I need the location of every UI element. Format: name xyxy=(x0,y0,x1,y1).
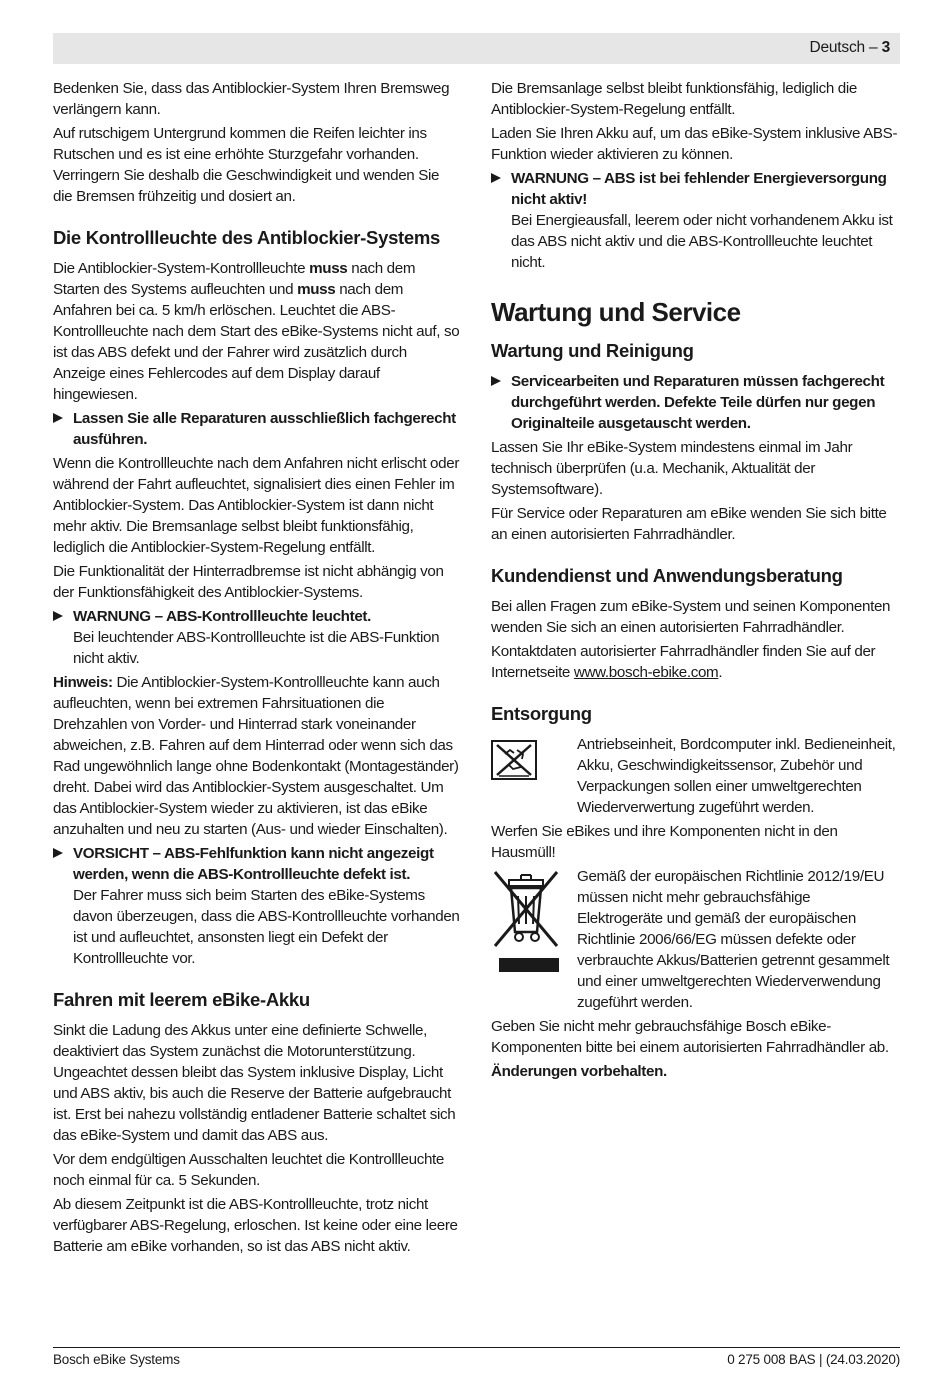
caution-note xyxy=(53,843,461,969)
warning-body: Der Fahrer muss sich beim Starten des eBike-Systems davon überzeugen, dass die ABS-Kontrollleuchte vorhanden ist und aufleuchtet, ansonsten liegt ein Defekt der Kontrollleuchte vor. xyxy=(73,887,460,967)
closing-note xyxy=(491,1061,899,1082)
paragraph: Werfen Sie eBikes und ihre Komponenten nicht in den Hausmüll! xyxy=(491,823,838,861)
left-column xyxy=(53,78,461,1260)
header-page-label xyxy=(809,39,890,57)
paragraph: Für Service oder Reparaturen am eBike wenden Sie sich bitte an einen autorisierten Fahrradhändler. xyxy=(491,505,887,543)
hinweis-paragraph xyxy=(53,672,461,840)
paragraph: Wenn die Kontrollleuchte nach dem Anfahren nicht erlischt oder während der Fahrt aufleuchtet, signalisiert dies einen Fehler im Antiblockier-System. Das Antiblockier-System ist dann nicht mehr aktiv. Die Bremsanlage selbst bleibt funktionsfähig, lediglich die Antiblockier-System-Regelung entfällt. xyxy=(53,455,460,556)
warning-triangle-icon xyxy=(491,376,501,386)
paragraph: Vor dem endgültigen Ausschalten leuchtet die Kontrollleuchte noch einmal für ca. 5 Sekunden. xyxy=(53,1151,445,1189)
header-separator: – xyxy=(864,39,882,56)
section-heading-kundendienst: Kundendienst und Anwendungsberatung xyxy=(491,565,843,586)
header-language: Deutsch xyxy=(809,39,865,56)
warning-triangle-icon xyxy=(53,611,63,621)
paragraph xyxy=(53,258,461,405)
recycling-note xyxy=(491,734,899,818)
paragraph: Bedenken Sie, dass das Antiblockier-System Ihren Bremsweg verlängern kann. xyxy=(53,80,450,118)
paragraph xyxy=(491,641,899,683)
paragraph: Bei allen Fragen zum eBike-System und seinen Komponenten wenden Sie sich an einen autorisierten Fahrradhändler. xyxy=(491,598,891,636)
page-header xyxy=(53,33,900,64)
no-household-waste-symbol-icon xyxy=(491,740,537,786)
warning-title: WARNUNG – ABS-Kontrollleuchte leuchtet. xyxy=(73,608,371,625)
paragraph: Lassen Sie Ihr eBike-System mindestens einmal im Jahr technisch überprüfen (u.a. Mechanik, Aktualität der Systemsoftware). xyxy=(491,439,853,498)
section-heading-wartung-reinigung: Wartung und Reinigung xyxy=(491,340,694,361)
text-span: Die Antiblockier-System-Kontrollleuchte xyxy=(53,260,310,277)
section-heading-leerer-akku: Fahren mit leerem eBike-Akku xyxy=(53,989,310,1010)
text-span: . xyxy=(718,664,723,681)
paragraph: Antriebseinheit, Bordcomputer inkl. Bedieneinheit, Akku, Geschwindigkeitssensor, Zubehör und Verpackungen sollen einer umweltgerechten Wiederverwertung zugeführt werden. xyxy=(577,736,896,816)
hinweis-label: Hinweis: xyxy=(53,674,113,691)
warning-title: WARNUNG – ABS ist bei fehlender Energieversorgung nicht aktiv! xyxy=(511,170,887,208)
text-span: Kontaktdaten autorisierter Fahrradhändler finden Sie auf der Internetseite xyxy=(491,643,876,681)
paragraph: Gemäß der europäischen Richtlinie 2012/19/EU müssen nicht mehr gebrauchsfähige Elektrogeräte und gemäß der europäischen Richtlinie 2006/66/EG müssen defekte oder verbrauchte Akkus/Batterien getrennt gesammelt und einer umweltgerechten Wiederverwendung zugeführt werden. xyxy=(577,868,890,1011)
right-column xyxy=(491,78,899,1085)
text-span: nach dem Anfahren bei ca. 5 km/h erlöschen. Leuchtet die ABS-Kontrollleuchte nach dem Start des eBike-Systems nicht auf, so ist das ABS defekt und der Fahrer wird zusätzlich durch Anzeige eines Fehlercodes auf dem Display darauf hingewiesen. xyxy=(53,281,460,403)
bold-text: Änderungen vorbehalten. xyxy=(491,1063,667,1080)
bold-text: muss xyxy=(309,260,348,277)
warning-title: Servicearbeiten und Reparaturen müssen fachgerecht durchgeführt werden. Defekte Teile dürfen nur gegen Originalteile ausgetauscht werden. xyxy=(511,373,885,432)
footer-document-id: 0 275 008 BAS | (24.03.2020) xyxy=(727,1352,900,1367)
bold-text: muss xyxy=(297,281,336,298)
warning-triangle-icon xyxy=(53,848,63,858)
text-span: Die Antiblockier-System-Kontrollleuchte kann auch aufleuchten, wenn bei extremen Fahrsituationen die Drehzahlen von Vorder- und Hinterrad stark voneinander abweichen, z.B. Fahren auf dem Hinterrad oder wenn sich das Rad ungewöhnlich lange ohne Bodenkontakt (Montageständer) dreht. Dabei wird das Antiblockier-System ausgeschaltet. Um das Antiblockier-System wieder zu aktivieren, ist das eBike anzuhalten und neu zu starten (Aus- und wieder Einschalten). xyxy=(53,674,459,838)
warning-note xyxy=(53,606,461,669)
paragraph: Die Bremsanlage selbst bleibt funktionsfähig, lediglich die Antiblockier-System-Regelung entfällt. xyxy=(491,80,858,118)
warning-note xyxy=(491,168,899,273)
warning-note xyxy=(53,408,461,450)
footer-divider xyxy=(53,1347,900,1348)
chapter-heading-wartung-service: Wartung und Service xyxy=(491,297,741,327)
warning-title: Lassen Sie alle Reparaturen ausschließlich fachgerecht ausführen. xyxy=(73,410,456,448)
section-heading-kontrollleuchte: Die Kontrollleuchte des Antiblockier-Systems xyxy=(53,227,441,248)
warning-triangle-icon xyxy=(53,413,63,423)
text-span: nach dem Starten des Systems aufleuchten und xyxy=(53,260,416,298)
footer-publisher: Bosch eBike Systems xyxy=(53,1352,180,1367)
bosch-ebike-link[interactable]: www.bosch-ebike.com xyxy=(573,664,719,681)
section-heading-entsorgung: Entsorgung xyxy=(491,703,592,724)
paragraph: Auf rutschigem Untergrund kommen die Reifen leichter ins Rutschen und es ist eine erhöhte Sturzgefahr vorhanden. Verringern Sie deshalb die Geschwindigkeit und wenden Sie die Bremsen frühzeitig und dosiert an. xyxy=(53,125,440,205)
warning-note xyxy=(491,371,899,434)
weee-note xyxy=(491,866,899,1013)
paragraph: Sinkt die Ladung des Akkus unter eine definierte Schwelle, deaktiviert das System zunächst die Motorunterstützung. Ungeachtet dessen bleibt das System inklusive Display, Licht und ABS aktiv, bis auch die Reserve der Batterie aufgebraucht ist. Erst bei nahezu vollständig entladener Batterie schaltet sich das eBike-System und damit das ABS aus. xyxy=(53,1022,456,1144)
paragraph: Laden Sie Ihren Akku auf, um das eBike-System inklusive ABS-Funktion wieder aktivieren zu können. xyxy=(491,125,898,163)
warning-body: Bei Energieausfall, leerem oder nicht vorhandenem Akku ist das ABS nicht aktiv und die ABS-Kontrollleuchte leuchtet nicht. xyxy=(511,212,893,271)
page-number: 3 xyxy=(881,39,890,56)
warning-triangle-icon xyxy=(491,173,501,183)
paragraph: Ab diesem Zeitpunkt ist die ABS-Kontrollleuchte, trotz nicht verfügbarer ABS-Regelung, erloschen. Ist keine oder eine leere Batterie am eBike vorhanden, so ist das ABS nicht aktiv. xyxy=(53,1196,458,1255)
paragraph: Die Funktionalität der Hinterradbremse ist nicht abhängig von der Funktionsfähigkeit des Antiblockier-Systems. xyxy=(53,563,444,601)
paragraph: Geben Sie nicht mehr gebrauchsfähige Bosch eBike-Komponenten bitte bei einem autorisierten Fahrradhändler ab. xyxy=(491,1018,889,1056)
warning-body: Bei leuchtender ABS-Kontrollleuchte ist die ABS-Funktion nicht aktiv. xyxy=(73,629,440,667)
warning-title: VORSICHT – ABS-Fehlfunktion kann nicht angezeigt werden, wenn die ABS-Kontrollleuchte defekt ist. xyxy=(73,845,434,883)
crossed-out-wheelie-bin-icon xyxy=(491,866,563,982)
